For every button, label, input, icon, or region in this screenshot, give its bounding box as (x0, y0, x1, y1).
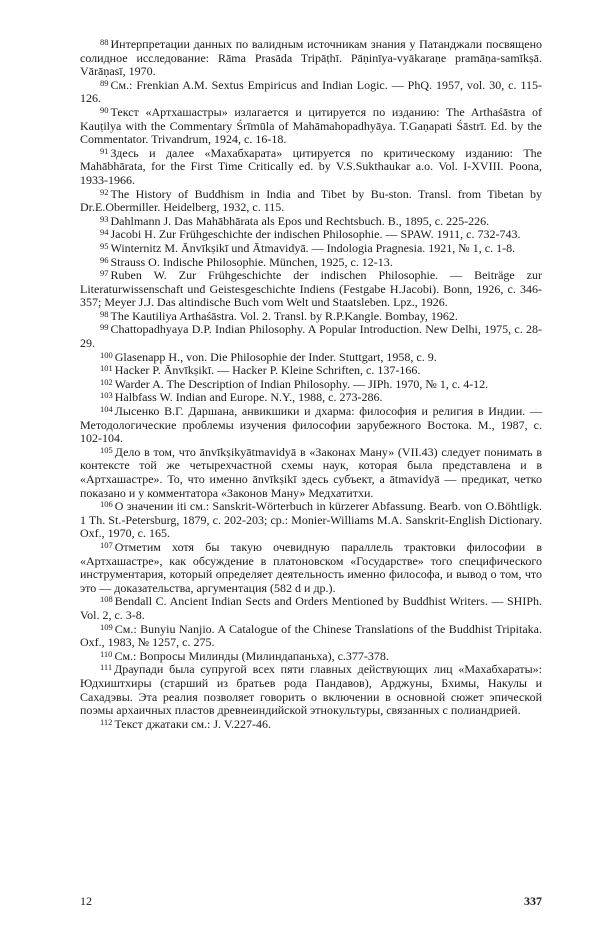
footnote (80, 391, 542, 405)
footnote-text: Chattopadhyaya D.P. Indian Philosophy. A Popular Introduction. New Delhi, 1975, с. 28-29. (80, 322, 542, 351)
footnote-text: О значении iti см.: Sanskrit-Wörterbuch in kürzerer Abfassung. Bearb. von O.Böhtligk. 1 Th. St.-Petersburg, 1879, с. 202-203; ср.: Monier-Williams M.A. Sanskrit-English Dictionary. Oxf., 1970, с. 165. (80, 499, 542, 541)
footnote (80, 351, 542, 365)
footnote-number: 104 (100, 404, 113, 415)
footnote (80, 405, 542, 446)
footnote-number: 110 (100, 648, 113, 659)
footnote-text: Драупади была супругой всех пяти главных действующих лиц «Махабхараты»: Юдхиштхиры (старший из братьев рода Пандавов), Арджуны, Бхимы, Накулы и Сахадэвы. Эта реалия позволяет говорить о включении в основной сюжет эпической поэмы архаичных пластов древнеиндийской этнокультуры, связанных с полиандрией. (80, 662, 542, 718)
footnote-text: См.: Frenkian A.M. Sextus Empiricus and Indian Logic. — PhQ. 1957, vol. 30, с. 115-126. (80, 77, 542, 106)
footnote-text: См.: Bunyiu Nanjio. A Catalogue of the Chinese Translations of the Buddhist Tripitaka. Oxf., 1983, № 1257, с. 275. (80, 621, 542, 650)
footnote-number: 88 (100, 37, 109, 47)
footnote-number: 103 (100, 390, 113, 401)
footnote (80, 215, 542, 229)
footnote-number: 102 (100, 376, 113, 387)
footnote (80, 242, 542, 256)
footnote-number: 109 (100, 621, 113, 632)
footnote-text: Hacker P. Ānvīkṣikī. — Hacker P. Kleine Schriften, с. 137-166. (114, 363, 421, 378)
footnote-number: 111 (100, 662, 113, 673)
footnote-number: 95 (100, 240, 109, 251)
footnote-text: Здесь и далее «Махабхарата» цитируется по критическому изданию: The Mahābhārata, for the First Time Critically ed. by V.S.Sukthaukar a.o. Vol. I-XVIII. Poona, 1933-1966. (80, 145, 542, 187)
footnote-number: 97 (100, 268, 109, 279)
page-number: 337 (524, 894, 542, 908)
footnote-text: Jacobi H. Zur Frühgeschichte der indischen Philosophie. — SPAW. 1911, с. 732-743. (110, 227, 521, 242)
footnote-text: Winternitz M. Ānvīkṣikī und Ātmavidyā. — Indologia Pragnesia. 1921, № 1, с. 1-8. (110, 240, 516, 255)
footnote-number: 89 (100, 77, 109, 88)
footnote (80, 364, 542, 378)
footnote (80, 188, 542, 215)
footnote-number: 112 (100, 716, 113, 727)
footnote-text: Отметим хотя бы такую очевидную параллель трактовки философии в «Артхашастре», как обсуждение в платоновском «Государстве» того специфического инструментария, который определяет деятельность именно философа, и вывод о том, что это — доказательства, аргументация (582 d и др.). (80, 539, 542, 595)
footnote (80, 541, 542, 595)
footnote (80, 79, 542, 106)
footnote-number: 101 (100, 363, 113, 374)
footnote-text: Ruben W. Zur Frühgeschichte der indischen Philosophie. — Beiträge zur Literaturwissenschaft und Geistesgeschichte Indiens (Festgabe H.Jacobi). Bonn, 1926, с. 346-357; Meyer J.J. Das altindische Buch vom Welt und Staatsleben. Lpz., 1926. (80, 268, 542, 310)
footnote (80, 623, 542, 650)
footnote (80, 378, 542, 392)
footnote-text: Текст «Артхашастры» излагается и цитируется по изданию: The Arthaśāstra of Kauṭilya with the Commentary Śrīmūla of Mahāmahopadhyāya. T.Gaṇapati Śāstrī. Ed. by the Commentator. Trivandrum, 1924, с. 16-18. (80, 104, 542, 147)
footnote-number: 99 (100, 322, 109, 333)
footnote-text: Дело в том, что ānvīkṣikyātmavidyā в «Законах Ману» (VII.43) следует понимать в контексте той же четырехчастной схемы наук, которая была представлена и в «Артхашастре». То, что именно ānvīkṣikī здесь субъект, а ātmavidyā — предикат, четко показано и у комментатора «Законов Ману» Медхатитхи. (80, 444, 542, 500)
footnote (80, 446, 542, 500)
footnote-text: Интерпретации данных по валидным источникам знания у Патанджали посвящено солидное исследование: Rāma Prasāda Tripāṭhī. Pāṇinīya-vyākaraṇe pramāṇa-samīkṣā. Vārāṇasī, 1970. (80, 37, 542, 79)
footnote-text: См.: Вопросы Милинды (Милиндапаньха), с.377-378. (114, 648, 389, 663)
footnote (80, 663, 542, 717)
footnote-text: Dahlmann J. Das Mahābhārata als Epos und Rechtsbuch. B., 1895, с. 225-226. (110, 213, 490, 228)
footnote (80, 256, 542, 270)
footnotes-list (80, 38, 542, 731)
footnote-number: 107 (100, 539, 113, 550)
footnote (80, 147, 542, 188)
footnote-number: 94 (100, 227, 109, 238)
footnote-text: Halbfass W. Indian and Europe. N.Y., 1988, с. 273-286. (114, 390, 383, 405)
footnote-number: 92 (100, 186, 109, 197)
footnote (80, 38, 542, 79)
footnote-number: 106 (100, 499, 113, 510)
footnote (80, 718, 542, 732)
footnote-number: 105 (100, 444, 113, 455)
footnote-text: Лысенко В.Г. Даршана, анвикшики и дхарма: философия и религия в Индии. — Методологические проблемы изучения философии зарубежного Востока. М., 1987, с. 102-104. (80, 404, 542, 446)
footnote-number: 93 (100, 213, 109, 224)
footnote (80, 106, 542, 147)
footnote (80, 500, 542, 541)
footnote-number: 98 (100, 308, 109, 319)
footnote (80, 595, 542, 622)
footnote-text: Strauss O. Indische Philosophie. München, 1925, с. 12-13. (110, 254, 393, 269)
footnote (80, 310, 542, 324)
footnote-text: Glasenapp H., von. Die Philosophie der Inder. Stuttgart, 1958, с. 9. (114, 349, 437, 364)
footnote-number: 100 (100, 349, 113, 360)
footnote-number: 96 (100, 254, 109, 265)
footnote-text: The Kautiliya Arthaśāstra. Vol. 2. Transl. by R.P.Kangle. Bombay, 1962. (110, 308, 458, 323)
footnote (80, 323, 542, 350)
footnote-text: Текст джатаки см.: J. V.227-46. (114, 716, 271, 731)
signature-mark: 12 (80, 894, 92, 908)
footnote-number: 90 (100, 104, 109, 115)
footnote-number: 108 (100, 594, 113, 605)
footnote-text: The History of Buddhism in India and Tibet by Bu-ston. Transl. from Tibetan by Dr.E.Obermiller. Heidelberg, 1932, с. 115. (80, 186, 542, 215)
footnote-text: Warder A. The Description of Indian Philosophy. — JIPh. 1970, № 1, с. 4-12. (114, 376, 489, 391)
footnote (80, 228, 542, 242)
footnote (80, 650, 542, 664)
footnote-text: Bendall C. Ancient Indian Sects and Orders Mentioned by Buddhist Writers. — SHIPh. Vol. 2, с. 3-8. (80, 594, 542, 622)
footnote (80, 269, 542, 310)
footnote-number: 91 (100, 145, 109, 156)
